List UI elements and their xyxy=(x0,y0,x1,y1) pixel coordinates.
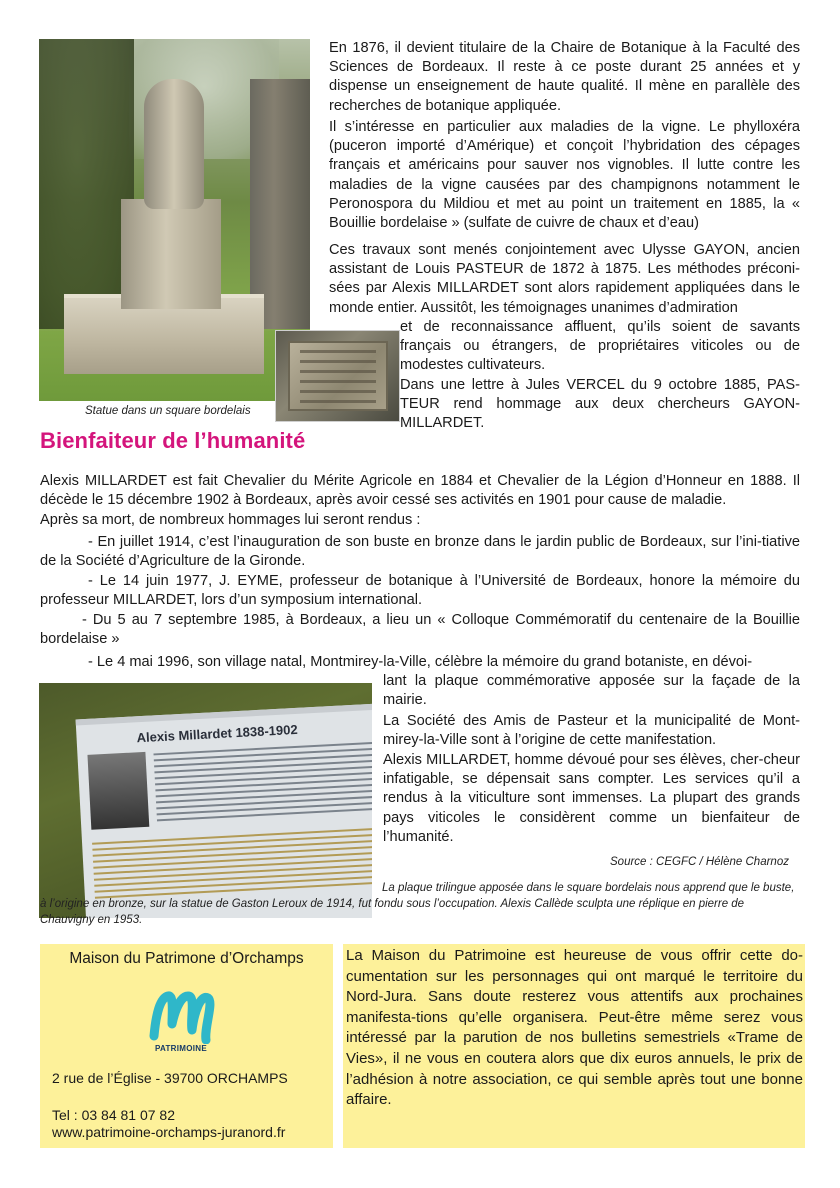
section-paragraph-3: La Société des Amis de Pasteur et la municipalité de Mont-mirey-la-Ville sont à l’origine de cette manifestation. xyxy=(383,713,800,749)
section-paragraph-1: Alexis MILLARDET est fait Chevalier du Mérite Agricole en 1884 et Chevalier de la Légion d’Honneur en 1888. Il décède le 15 décembre 1902 à Bordeaux, après avoir cessé ses activités en 1901 pour cause de maladie. xyxy=(40,473,800,509)
statue-photo xyxy=(39,39,310,401)
section-paragraph-4: Alexis MILLARDET, homme dévoué pour ses élèves, cher-cheur infatigable, se dépensait sans compter. Les services qu’il a rendus à la viticulture sont immenses. La plupart des grands pays viticoles le considèrent comme un bienfaiteur de l’humanité. xyxy=(383,752,800,845)
plaque-sign-title: Alexis Millardet 1838-1902 xyxy=(136,721,298,746)
intro-paragraph-3: Ces travaux sont menés conjointement avec Ulysse GAYON, ancien assistant de Louis PASTEUR de 1872 à 1875. Les méthodes préconi-sées par Alexis MILLARDET sont alors rapidement appliquées dans le monde entier. Aussitôt, les témoignages unanimes d’admiration xyxy=(329,242,800,316)
intro-paragraph-3b: et de reconnaissance affluent, qu’ils soient de savants français ou étrangers, de propriétaires viticoles ou de modestes cultivateurs. xyxy=(400,319,800,374)
homage-item-2: - Le 14 juin 1977, J. EYME, professeur de botanique à l’Université de Bordeaux, honore la mémoire du professeur MILLARDET, lors d’un symposium international. xyxy=(40,573,800,609)
maison-phone: Tel : 03 84 81 07 82 xyxy=(52,1107,175,1123)
homage-item-4: - Le 4 mai 1996, son village natal, Montmirey-la-Ville, célèbre la mémoire du grand botaniste, en dévoi- xyxy=(88,654,753,670)
homage-item-3: - Du 5 au 7 septembre 1985, à Bordeaux, a lieu un « Colloque Commémoratif du centenaire de la Bouillie bordelaise » xyxy=(40,612,800,648)
section-heading: Bienfaiteur de l’humanité xyxy=(40,428,306,453)
maison-info-box xyxy=(40,944,333,1148)
maison-address: 2 rue de l’Église - 39700 ORCHAMPS xyxy=(52,1070,288,1086)
intro-paragraph-4: Dans une lettre à Jules VERCEL du 9 octobre 1885, PAS-TEUR rend hommage aux deux chercheurs GAYON-MILLARDET. xyxy=(400,377,800,432)
message-box xyxy=(343,944,805,1148)
maison-website-link[interactable]: www.patrimoine-orchamps-juranord.fr xyxy=(52,1124,286,1140)
statue-caption: Statue dans un square bordelais xyxy=(85,405,251,417)
image-source: Source : CEGFC / Hélène Charnoz xyxy=(610,856,789,868)
section-paragraph-2: Après sa mort, de nombreux hommages lui seront rendus : xyxy=(40,512,421,528)
message-text: La Maison du Patrimoine est heureuse de vous offrir cette do-cumentation sur les personnages qui ont marqué le territoire du Nord-Jura. Sans doute resterez vous attentifs aux prochaines manifesta-tions qu’elle organisera. Peut-être même serez vous intéressé par la parution de nos bulletins semestriels «Trame de Vies», il ne vous en coutera alors que dix euros annuels, le prix de l’adhésion à notre association, ce qui semble après tout une bonne affaire. xyxy=(346,947,803,1109)
plaque-caption: La plaque trilingue apposée dans le square bordelais nous apprend que le buste, à l’origine en bronze, sur la statue de Gaston Leroux de 1914, fut fondu sous l’occupation. Alexis Callède sculpta une réplique en pierre de Chauvigny en 1953. xyxy=(40,882,795,926)
homage-item-4-cont: lant la plaque commémorative apposée sur la façade de la mairie. xyxy=(383,673,800,709)
maison-title: Maison du Patrimone d’Orchamps xyxy=(69,950,304,967)
intro-paragraph-1: En 1876, il devient titulaire de la Chaire de Botanique à la Faculté des Sciences de Bordeaux. Il reste à ce poste durant 25 années et y dispense un enseignement de haute qualité. Il mène en parallèle des recherches de botanique appliquée. xyxy=(329,40,800,114)
homage-item-1: - En juillet 1914, c’est l’inauguration de son buste en bronze dans le jardin public de Bordeaux, sur l’ini-tiative de la Société d’Agriculture de la Gironde. xyxy=(40,534,800,570)
logo-wordmark: PATRIMOINE xyxy=(154,1044,208,1053)
intro-paragraph-2: Il s’intéresse en particulier aux maladies de la vigne. Le phylloxéra (puceron importé d’Amérique) et conçoit l’hybridation des cépages français et américains pour sauver nos vignobles. Il lutte contre les maladies de la vigne causées par des champignons notamment le Peronospora du Mildiou et met au point un traitement en 1885, la « Bouillie bordelaise » (sulfate de cuivre de chaux et d’eau) xyxy=(329,119,800,232)
plaque-inset-photo xyxy=(275,330,400,422)
patrimoine-logo xyxy=(146,984,216,1044)
